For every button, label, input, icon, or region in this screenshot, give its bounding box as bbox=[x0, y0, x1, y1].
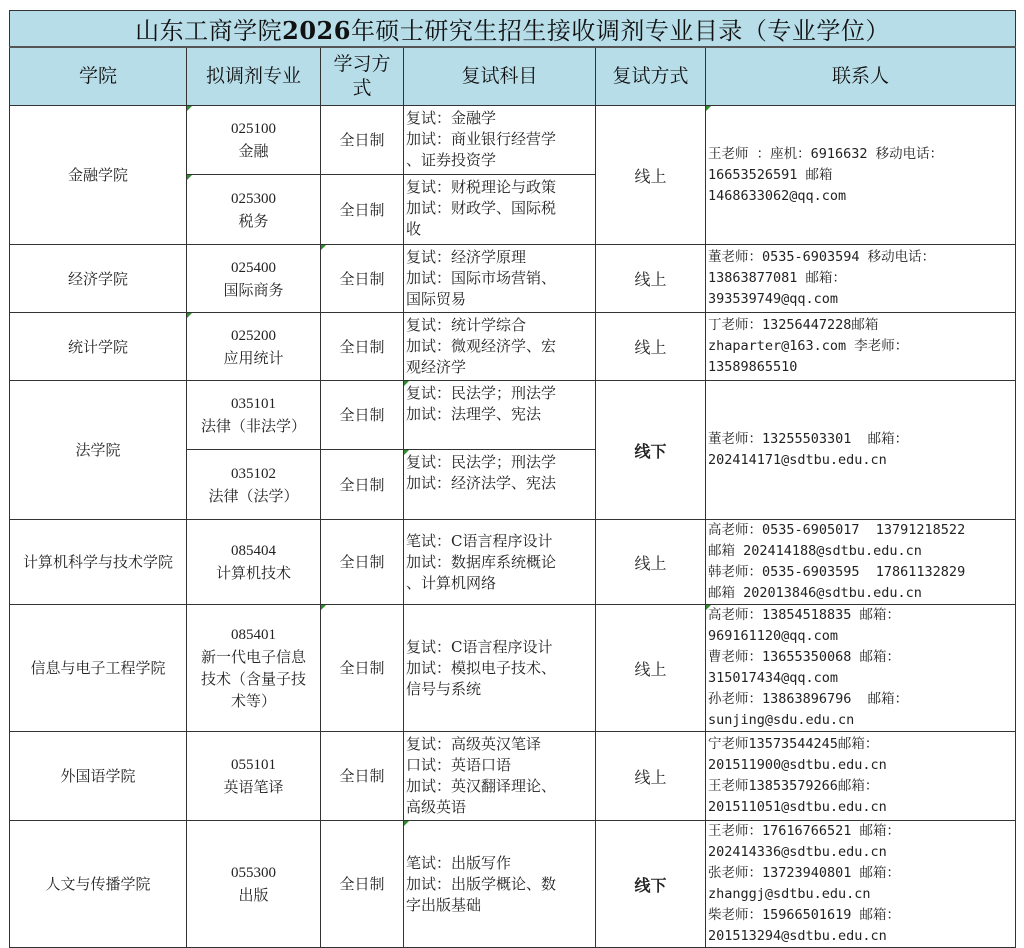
contact-cell[interactable]: 王老师 ：座机：6916632 移动电话： 16653526591 邮箱 1468633062@qq.com bbox=[706, 106, 1016, 245]
school-cell[interactable]: 计算机科学与技术学院 bbox=[10, 520, 187, 605]
exam-mode-cell[interactable]: 线下 bbox=[596, 381, 706, 520]
subjects-cell[interactable]: 复试：财税理论与政策 加试：财政学、国际税 收 bbox=[404, 175, 596, 245]
exam-mode-cell[interactable]: 线上 bbox=[596, 605, 706, 732]
school-cell[interactable]: 统计学院 bbox=[10, 313, 187, 381]
subjects-cell[interactable]: 复试：民法学；刑法学 加试：法理学、宪法 bbox=[404, 381, 596, 450]
contact-cell[interactable]: 高老师：13854518835 邮箱： 969161120@qq.com 曹老师：13655350068 邮箱： 315017434@qq.com 孙老师：13863896796 邮箱： sunjing@sdu.edu.cn bbox=[706, 605, 1016, 732]
study-mode-cell[interactable]: 全日制 bbox=[321, 313, 404, 381]
subjects-cell[interactable]: 笔试：C语言程序设计 加试：数据库系统概论 、计算机网络 bbox=[404, 520, 596, 605]
study-mode-cell[interactable]: 全日制 bbox=[321, 381, 404, 450]
contact-cell[interactable]: 宁老师13573544245邮箱： 201511900@sdtbu.edu.cn 王老师13853579266邮箱： 201511051@sdtbu.edu.cn bbox=[706, 732, 1016, 821]
subjects-cell[interactable]: 复试：统计学综合 加试：微观经济学、宏 观经济学 bbox=[404, 313, 596, 381]
table-row bbox=[10, 381, 1016, 450]
table-row bbox=[10, 732, 1016, 821]
study-mode-cell[interactable]: 全日制 bbox=[321, 245, 404, 313]
study-mode-cell[interactable]: 全日制 bbox=[321, 520, 404, 605]
study-mode-cell[interactable]: 全日制 bbox=[321, 821, 404, 948]
study-mode-cell[interactable]: 全日制 bbox=[321, 106, 404, 175]
page-title: 山东工商学院2026年硕士研究生招生接收调剂专业目录（专业学位） bbox=[10, 11, 1016, 48]
contact-cell[interactable]: 董老师：0535-6903594 移动电话： 13863877081 邮箱： 393539749@qq.com bbox=[706, 245, 1016, 313]
exam-mode-cell[interactable]: 线上 bbox=[596, 245, 706, 313]
table-row bbox=[10, 520, 1016, 605]
school-cell[interactable]: 信息与电子工程学院 bbox=[10, 605, 187, 732]
study-mode-cell[interactable]: 全日制 bbox=[321, 175, 404, 245]
contact-cell[interactable]: 董老师：13255503301 邮箱： 202414171@sdtbu.edu.cn bbox=[706, 381, 1016, 520]
exam-mode-cell[interactable]: 线上 bbox=[596, 106, 706, 245]
major-cell[interactable]: 055101 英语笔译 bbox=[187, 732, 321, 821]
subjects-cell[interactable]: 复试：金融学 加试：商业银行经营学 、证券投资学 bbox=[404, 106, 596, 175]
table-row bbox=[10, 605, 1016, 732]
header-study-mode: 学习方 式 bbox=[321, 47, 404, 106]
major-cell[interactable]: 025200 应用统计 bbox=[187, 313, 321, 381]
school-cell[interactable]: 法学院 bbox=[10, 381, 187, 520]
subjects-cell[interactable]: 复试：经济学原理 加试：国际市场营销、 国际贸易 bbox=[404, 245, 596, 313]
subjects-cell[interactable]: 复试：民法学；刑法学 加试：经济法学、宪法 bbox=[404, 450, 596, 520]
exam-mode-cell[interactable]: 线下 bbox=[596, 821, 706, 948]
study-mode-cell[interactable]: 全日制 bbox=[321, 450, 404, 520]
major-cell[interactable]: 035101 法律（非法学） bbox=[187, 381, 321, 450]
table-row bbox=[10, 245, 1016, 313]
study-mode-cell[interactable]: 全日制 bbox=[321, 605, 404, 732]
header-subjects: 复试科目 bbox=[404, 47, 596, 106]
school-cell[interactable]: 人文与传播学院 bbox=[10, 821, 187, 948]
school-cell[interactable]: 外国语学院 bbox=[10, 732, 187, 821]
major-cell[interactable]: 055300 出版 bbox=[187, 821, 321, 948]
major-cell[interactable]: 035102 法律（法学） bbox=[187, 450, 321, 520]
exam-mode-cell[interactable]: 线上 bbox=[596, 732, 706, 821]
table-row bbox=[10, 821, 1016, 948]
exam-mode-cell[interactable]: 线上 bbox=[596, 313, 706, 381]
subjects-cell[interactable]: 复试：高级英汉笔译 口试：英语口语 加试：英汉翻译理论、 高级英语 bbox=[404, 732, 596, 821]
major-cell[interactable]: 085401 新一代电子信息 技术（含量子技 术等） bbox=[187, 605, 321, 732]
contact-cell[interactable]: 高老师：0535-6905017 13791218522 邮箱 202414188@sdtbu.edu.cn 韩老师：0535-6903595 17861132829 邮箱 202013846@sdtbu.edu.cn bbox=[706, 520, 1016, 605]
school-cell[interactable]: 金融学院 bbox=[10, 106, 187, 245]
header-school: 学院 bbox=[10, 47, 187, 106]
contact-cell[interactable]: 丁老师：13256447228邮箱 zhaparter@163.com 李老师： 13589865510 bbox=[706, 313, 1016, 381]
subjects-cell[interactable]: 复试：C语言程序设计 加试：模拟电子技术、 信号与系统 bbox=[404, 605, 596, 732]
major-cell[interactable]: 025400 国际商务 bbox=[187, 245, 321, 313]
spreadsheet bbox=[9, 10, 1015, 948]
study-mode-cell[interactable]: 全日制 bbox=[321, 732, 404, 821]
major-cell[interactable]: 085404 计算机技术 bbox=[187, 520, 321, 605]
major-cell[interactable]: 025300 税务 bbox=[187, 175, 321, 245]
adjustment-catalog-table bbox=[9, 10, 1016, 948]
subjects-cell[interactable]: 笔试：出版写作 加试：出版学概论、数 字出版基础 bbox=[404, 821, 596, 948]
header-row bbox=[10, 47, 1016, 106]
major-cell[interactable]: 025100 金融 bbox=[187, 106, 321, 175]
header-contact: 联系人 bbox=[706, 47, 1016, 106]
header-major: 拟调剂专业 bbox=[187, 47, 321, 106]
school-cell[interactable]: 经济学院 bbox=[10, 245, 187, 313]
table-row bbox=[10, 106, 1016, 175]
table-row bbox=[10, 313, 1016, 381]
header-exam-mode: 复试方式 bbox=[596, 47, 706, 106]
contact-cell[interactable]: 王老师：17616766521 邮箱： 202414336@sdtbu.edu.cn 张老师：13723940801 邮箱： zhanggj@sdtbu.edu.cn 柴老师：15966501619 邮箱： 201513294@sdtbu.edu.cn bbox=[706, 821, 1016, 948]
exam-mode-cell[interactable]: 线上 bbox=[596, 520, 706, 605]
